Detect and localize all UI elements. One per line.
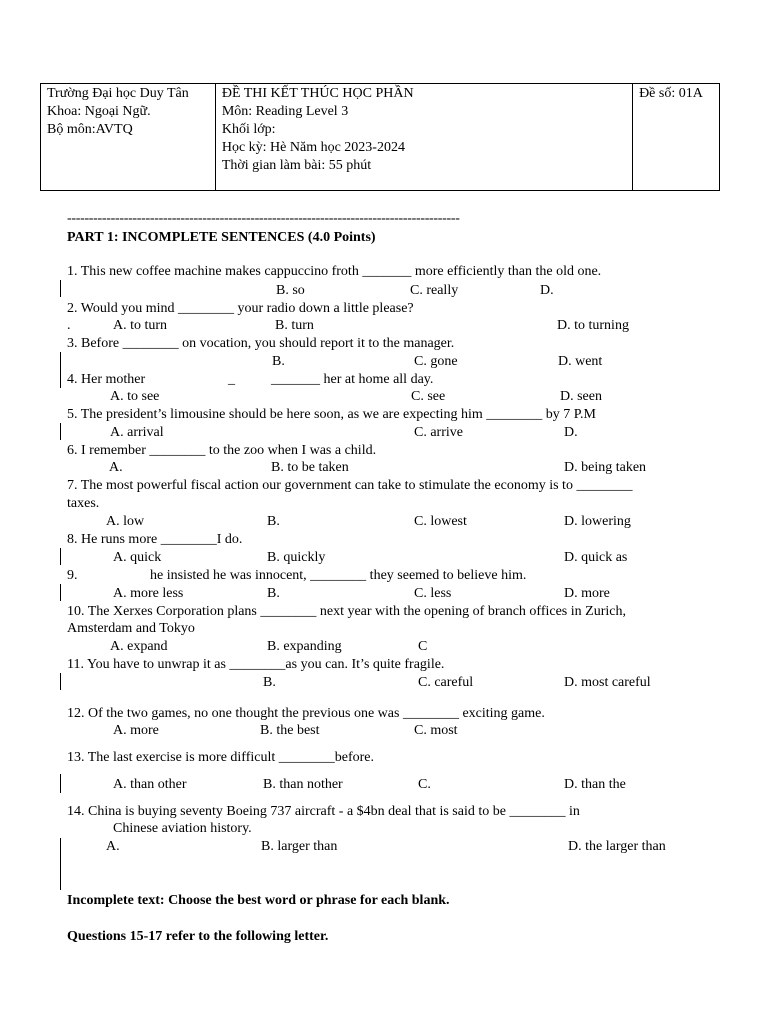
semester: Học kỳ: Hè Năm học 2023-2024 (221, 140, 405, 155)
grade: Khối lớp: (221, 122, 276, 137)
margin-bar (60, 280, 61, 297)
q3-stem: 3. Before ________ on vocation, you should report it to the manager. (67, 336, 455, 351)
q11-option-d: D. most careful (564, 675, 651, 690)
q12-option-a: A. more (113, 723, 159, 738)
q14-option-d: D. the larger than (568, 839, 666, 854)
q12-stem: 12. Of the two games, no one thought the previous one was ________ exciting game. (67, 706, 545, 721)
q6-option-a: A. (109, 460, 123, 475)
q6-stem: 6. I remember ________ to the zoo when I was a child. (67, 443, 377, 458)
q4-stem-end: _______ her at home all day. (271, 372, 434, 387)
q9-option-a: A. more less (113, 586, 184, 601)
q13-option-b: B. than nother (263, 777, 343, 792)
exam-title: ĐỀ THI KẾT THÚC HỌC PHẦN (221, 86, 414, 101)
q11-option-b: B. (263, 675, 276, 690)
q4-dash: _ (228, 372, 235, 387)
q9-option-d: D. more (564, 586, 610, 601)
q4-option-d: D. seen (560, 389, 602, 404)
q1-option-d: D. (540, 283, 554, 298)
q13-stem: 13. The last exercise is more difficult ________before. (67, 750, 375, 765)
margin-bar (60, 838, 61, 890)
school-name: Trường Đại học Duy Tân (47, 86, 189, 101)
q12-option-c: C. most (414, 723, 458, 738)
q13-option-a: A. than other (113, 777, 187, 792)
q2-dot: . (67, 318, 71, 333)
department-name: Bộ môn:AVTQ (47, 122, 133, 137)
exam-header-table (40, 83, 720, 191)
q5-stem: 5. The president’s limousine should be here soon, as we are expecting him ________ by 7 P.M (67, 407, 596, 422)
q2-option-a: A. to turn (113, 318, 168, 333)
margin-bar (60, 423, 61, 440)
q4-option-c: C. see (411, 389, 446, 404)
q6-option-d: D. being taken (564, 460, 647, 475)
q3-option-b: B. (272, 354, 285, 369)
questions-15-17-heading: Questions 15-17 refer to the following letter. (67, 929, 329, 944)
q7-option-b: B. (267, 514, 280, 529)
exam-code: Đề số: 01A (639, 86, 703, 101)
q14-stem: 14. China is buying seventy Boeing 737 aircraft - a $4bn deal that is said to be ________ in (67, 804, 580, 819)
q11-option-c: C. careful (418, 675, 474, 690)
q4-stem: 4. Her mother (67, 372, 146, 387)
margin-bar (60, 352, 61, 388)
q1-stem: 1. This new coffee machine makes cappuccino froth _______ more efficiently than the old one. (67, 264, 602, 279)
q8-option-a: A. quick (113, 550, 162, 565)
q8-option-d: D. quick as (564, 550, 628, 565)
margin-bar (60, 584, 61, 601)
q2-option-b: B. turn (275, 318, 314, 333)
q8-option-b: B. quickly (267, 550, 326, 565)
q10-option-b: B. expanding (267, 639, 342, 654)
q6-option-b: B. to be taken (271, 460, 349, 475)
q7-stem-end: taxes. (67, 496, 100, 511)
q3-option-d: D. went (558, 354, 603, 369)
q13-option-c: C. (418, 777, 431, 792)
part1-title: PART 1: INCOMPLETE SENTENCES (4.0 Points) (67, 230, 376, 245)
q7-option-a: A. low (106, 514, 145, 529)
q7-option-d: D. lowering (564, 514, 631, 529)
q10-stem-end: Amsterdam and Tokyo (67, 621, 195, 636)
q13-option-d: D. than the (564, 777, 626, 792)
q9-number: 9. (67, 568, 78, 583)
q10-option-c: C (418, 639, 428, 654)
q5-option-a: A. arrival (110, 425, 164, 440)
q14-option-b: B. larger than (261, 839, 338, 854)
exam-code-cell (633, 84, 720, 191)
q9-option-b: B. (267, 586, 280, 601)
margin-bar (60, 774, 61, 793)
q1-option-c: C. really (410, 283, 459, 298)
q7-stem: 7. The most powerful fiscal action our government can take to stimulate the economy is to ________ (67, 478, 633, 493)
q14-stem-end: Chinese aviation history. (113, 821, 252, 836)
q10-stem: 10. The Xerxes Corporation plans ________ next year with the opening of branch offices in Zurich, (67, 604, 626, 619)
q8-stem: 8. He runs more ________I do. (67, 532, 243, 547)
q11-stem: 11. You have to unwrap it as ________as you can. It’s quite fragile. (67, 657, 445, 672)
q10-option-a: A. expand (110, 639, 168, 654)
duration: Thời gian làm bài: 55 phút (221, 158, 372, 173)
exam-info-cell (215, 84, 632, 191)
margin-bar (60, 673, 61, 690)
q5-option-c: C. arrive (414, 425, 463, 440)
q2-option-d: D. to turning (557, 318, 629, 333)
subject: Môn: Reading Level 3 (221, 104, 349, 119)
q2-stem: 2. Would you mind ________ your radio down a little please? (67, 301, 414, 316)
q12-option-b: B. the best (260, 723, 320, 738)
q5-option-d: D. (564, 425, 578, 440)
incomplete-text-instruction: Incomplete text: Choose the best word or phrase for each blank. (67, 893, 450, 908)
q9-option-c: C. less (414, 586, 452, 601)
separator-line: ------------------------------------------------------------------------------------------ (67, 211, 460, 226)
margin-bar (60, 548, 61, 565)
faculty-name: Khoa: Ngoại Ngữ. (47, 104, 151, 119)
q7-option-c: C. lowest (414, 514, 467, 529)
school-info-cell (41, 84, 216, 191)
q14-option-a: A. (106, 839, 120, 854)
q4-option-a: A. to see (110, 389, 160, 404)
q3-option-c: C. gone (414, 354, 458, 369)
q9-stem: he insisted he was innocent, ________ they seemed to believe him. (150, 568, 527, 583)
q1-option-b: B. so (276, 283, 305, 298)
